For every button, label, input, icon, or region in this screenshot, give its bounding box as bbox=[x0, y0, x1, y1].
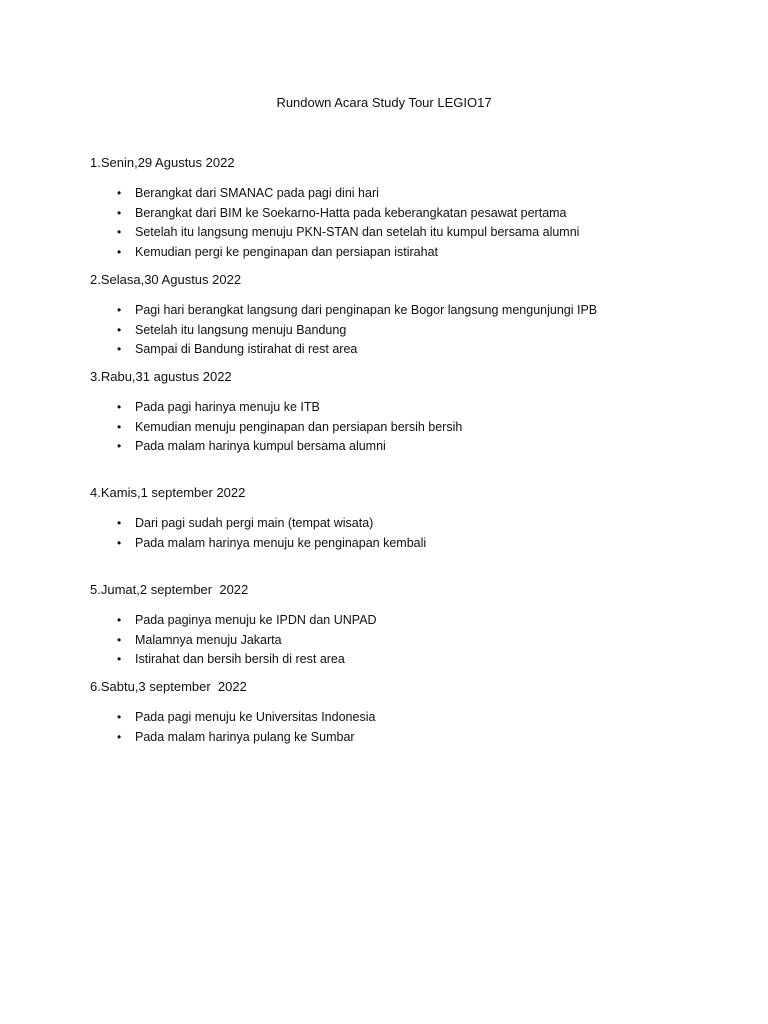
day-section bbox=[90, 485, 690, 554]
activity-item bbox=[90, 438, 690, 458]
bullet-icon: • bbox=[117, 710, 122, 724]
day-heading: 1.Senin,29 Agustus 2022 bbox=[90, 155, 235, 170]
bullet-icon: • bbox=[117, 652, 122, 666]
activity-text: Pada paginya menuju ke IPDN dan UNPAD bbox=[135, 613, 377, 627]
activity-text: Berangkat dari SMANAC pada pagi dini hari bbox=[135, 186, 379, 200]
activity-text: Pada malam harinya pulang ke Sumbar bbox=[135, 729, 355, 744]
activity-item bbox=[90, 419, 690, 439]
activity-item bbox=[90, 185, 690, 205]
activity-text: Pada malam harinya menuju ke penginapan kembali bbox=[135, 535, 427, 550]
bullet-icon: • bbox=[117, 439, 122, 453]
activity-list bbox=[90, 399, 690, 458]
bullet-icon: • bbox=[117, 244, 122, 259]
bullet-icon: • bbox=[117, 303, 122, 317]
activity-item bbox=[90, 205, 690, 225]
activity-item bbox=[90, 632, 690, 652]
day-heading: 2.Selasa,30 Agustus 2022 bbox=[90, 272, 242, 287]
day-heading: 5.Jumat,2 september 2022 bbox=[90, 582, 249, 597]
activity-item bbox=[90, 224, 690, 244]
bullet-icon: • bbox=[117, 342, 122, 356]
activity-text: Dari pagi sudah pergi main (tempat wisata) bbox=[135, 516, 374, 530]
activity-item bbox=[90, 651, 690, 671]
day-section bbox=[90, 155, 690, 263]
bullet-icon: • bbox=[117, 613, 122, 627]
activity-item bbox=[90, 515, 690, 535]
bullet-icon: • bbox=[117, 632, 122, 647]
activity-item bbox=[90, 302, 690, 322]
activity-list bbox=[90, 302, 690, 361]
day-heading: 3.Rabu,31 agustus 2022 bbox=[90, 369, 232, 384]
activity-item bbox=[90, 244, 690, 264]
bullet-icon: • bbox=[117, 186, 122, 200]
day-heading: 4.Kamis,1 september 2022 bbox=[90, 485, 246, 500]
bullet-icon: • bbox=[117, 516, 122, 530]
activity-item bbox=[90, 341, 690, 361]
activity-item bbox=[90, 399, 690, 419]
activity-text: Kemudian menuju penginapan dan persiapan bersih bersih bbox=[135, 419, 463, 434]
activity-text: Istirahat dan bersih bersih di rest area bbox=[135, 652, 345, 666]
bullet-icon: • bbox=[117, 205, 122, 220]
document-title: Rundown Acara Study Tour LEGIO17 bbox=[276, 95, 492, 110]
activity-item bbox=[90, 612, 690, 632]
activity-list bbox=[90, 185, 690, 263]
activity-text: Kemudian pergi ke penginapan dan persiapan istirahat bbox=[135, 244, 438, 259]
day-section bbox=[90, 369, 690, 458]
activity-text: Pagi hari berangkat langsung dari penginapan ke Bogor langsung mengunjungi IPB bbox=[135, 303, 598, 317]
activity-item bbox=[90, 535, 690, 555]
activity-text: Berangkat dari BIM ke Soekarno-Hatta pada keberangkatan pesawat pertama bbox=[135, 205, 567, 220]
activity-item bbox=[90, 322, 690, 342]
activity-text: Malamnya menuju Jakarta bbox=[135, 632, 282, 647]
activity-item bbox=[90, 709, 690, 729]
activity-item bbox=[90, 729, 690, 749]
bullet-icon: • bbox=[117, 535, 122, 550]
day-section bbox=[90, 679, 690, 748]
bullet-icon: • bbox=[117, 419, 122, 434]
bullet-icon: • bbox=[117, 400, 122, 414]
activity-text: Setelah itu langsung menuju PKN-STAN dan setelah itu kumpul bersama alumni bbox=[135, 225, 580, 239]
activity-list bbox=[90, 709, 690, 748]
activity-list bbox=[90, 612, 690, 671]
activity-text: Pada pagi harinya menuju ke ITB bbox=[135, 400, 320, 414]
day-heading: 6.Sabtu,3 september 2022 bbox=[90, 679, 247, 694]
activity-text: Pada malam harinya kumpul bersama alumni bbox=[135, 439, 386, 453]
activity-list bbox=[90, 515, 690, 554]
day-section bbox=[90, 272, 690, 361]
activity-text: Setelah itu langsung menuju Bandung bbox=[135, 322, 347, 337]
activity-text: Pada pagi menuju ke Universitas Indonesia bbox=[135, 710, 376, 724]
day-section bbox=[90, 582, 690, 671]
bullet-icon: • bbox=[117, 322, 122, 337]
bullet-icon: • bbox=[117, 225, 122, 239]
activity-text: Sampai di Bandung istirahat di rest area bbox=[135, 342, 358, 356]
bullet-icon: • bbox=[117, 729, 122, 744]
